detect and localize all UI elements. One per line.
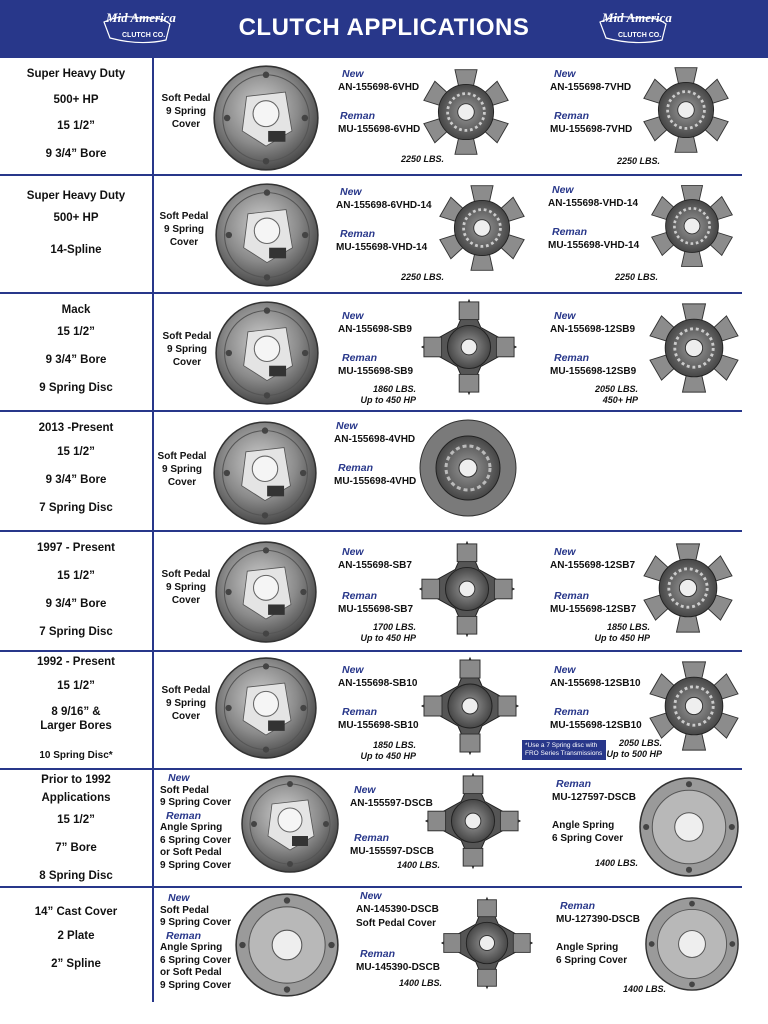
cover-line: 9 Spring (165, 698, 206, 709)
reman-label: Reman (560, 900, 596, 912)
cover-line: Soft Pedal (161, 569, 211, 580)
cover-line: 6 Spring Cover (556, 954, 628, 966)
cover-type: Soft Pedal Cover (356, 918, 437, 929)
application-line: 500+ HP (53, 94, 99, 106)
part-number-new: AN-155698-4VHD (334, 434, 416, 445)
cover-options (160, 892, 240, 992)
application-line: 14” Cast Cover (34, 906, 118, 918)
cover-line: or Soft Pedal (160, 967, 222, 978)
cover-line: Soft Pedal (161, 93, 211, 104)
part-number-reman: MU-155698-12SB7 (550, 604, 637, 615)
note-line: Up to 450 HP (360, 751, 416, 761)
spec-note (588, 622, 650, 644)
cover-line: Soft Pedal (160, 904, 209, 916)
part-number-new: AN-155698-12SB7 (550, 560, 636, 571)
note-line: 450+ HP (602, 395, 638, 405)
cover-line: 9 Spring Cover (160, 917, 232, 928)
cover-description (552, 820, 623, 845)
reman-label: Reman (554, 110, 590, 122)
note-line: 1400 LBS. (594, 858, 638, 868)
part-number-reman: MU-155698-VHD-14 (336, 242, 428, 253)
cover-options (160, 772, 240, 872)
reman-label: Reman (340, 228, 376, 240)
part-number-reman: MU-155698-4VHD (334, 476, 417, 487)
note-line: 1850 LBS. (606, 622, 650, 632)
application-line: 15 1/2” (57, 446, 95, 458)
clutch-disc-image (418, 418, 518, 518)
cover-line: 9 Spring (165, 582, 206, 593)
spec-note (356, 384, 416, 406)
new-label: New (554, 310, 576, 322)
cover-line: 9 Spring (161, 464, 202, 475)
new-label: New (342, 546, 364, 558)
note-line: 2250 LBS. (614, 272, 658, 282)
new-label: New (168, 892, 190, 904)
cover-line: Soft Pedal (157, 451, 207, 462)
cover-line: or Soft Pedal (160, 847, 222, 858)
spec-note (392, 978, 442, 989)
cover-line: Soft Pedal (160, 784, 209, 796)
note-line: 1860 LBS. (372, 384, 416, 394)
new-label: New (342, 68, 364, 80)
pressure-plate-image (214, 182, 320, 288)
clutch-disc-image (640, 540, 736, 636)
cover-description (156, 450, 208, 489)
part-number-new: AN-155698-SB7 (338, 560, 412, 571)
spec-note (594, 272, 658, 283)
part-number-reman: MU-155698-12SB9 (550, 366, 637, 377)
logo-right (596, 8, 670, 48)
logo-brand: Mid America (106, 10, 176, 25)
row-separator (0, 650, 742, 652)
angle-spring-cover-image (644, 896, 740, 992)
cover-line: Soft Pedal (162, 331, 212, 342)
cover-line: Cover (167, 477, 197, 488)
reman-label: Reman (342, 706, 378, 718)
spec-note (356, 740, 416, 762)
pressure-plate-image (212, 64, 320, 172)
application-line: 9 Spring Disc (39, 382, 113, 394)
note-line: Up to 500 HP (606, 749, 662, 759)
clutch-disc-image (420, 66, 512, 158)
reman-label: Reman (340, 110, 376, 122)
logo-sub: CLUTCH CO. (122, 32, 166, 39)
clutch-disc-image (420, 298, 518, 396)
cover-line: 9 Spring (166, 344, 207, 355)
spec-note (598, 156, 660, 167)
cover-line: Cover (172, 357, 202, 368)
part-number-new: AN-155698-VHD-14 (548, 198, 639, 209)
application-line: 2” Spline (51, 958, 101, 970)
application-line: 2013 -Present (38, 422, 114, 434)
pressure-plate-image (240, 774, 340, 874)
part-number-new: AN-155698-12SB10 (550, 678, 641, 689)
note-line: Up to 450 HP (360, 395, 416, 405)
reman-label: Reman (554, 590, 590, 602)
application-line: 9 3/4” Bore (45, 474, 107, 486)
part-number-reman: MU-155698-SB9 (338, 366, 414, 377)
pressure-plate-image (214, 300, 320, 406)
cover-line: 6 Spring Cover (160, 834, 232, 846)
part-number-new: AN-155698-SB9 (338, 324, 412, 335)
application-line: 9 3/4” Bore (45, 354, 107, 366)
footnote-line: FRO Series Transmissions (525, 750, 603, 757)
new-label: New (342, 310, 364, 322)
angle-spring-cover-image (638, 776, 740, 878)
page-title: CLUTCH APPLICATIONS (238, 14, 530, 41)
cover-line: 9 Spring (163, 224, 204, 235)
logo-brand: Mid America (602, 10, 672, 25)
cover-description (160, 568, 212, 607)
application-line: 15 1/2” (57, 814, 95, 826)
reman-label: Reman (552, 226, 588, 238)
application-line: 500+ HP (53, 212, 99, 224)
part-number-new: AN-155698-6VHD-14 (336, 200, 432, 211)
application-line: Larger Bores (40, 720, 112, 732)
application-line: Super Heavy Duty (26, 190, 126, 202)
application-line: 14-Spline (50, 244, 102, 256)
note-line: 2050 LBS. (618, 738, 662, 748)
part-number-new: AN-155698-12SB9 (550, 324, 636, 335)
new-label: New (554, 68, 576, 80)
cover-line: Cover (171, 595, 201, 606)
cover-line: Angle Spring (160, 942, 223, 953)
note-line: 1400 LBS. (396, 860, 440, 870)
reman-label: Reman (554, 706, 590, 718)
cover-description (556, 942, 627, 967)
part-number-reman: MU-127597-DSCB (552, 792, 636, 803)
new-label: New (168, 772, 190, 784)
clutch-disc-image (436, 182, 528, 274)
clutch-disc-image (646, 300, 742, 396)
application-line: Applications (41, 792, 111, 804)
cover-line: Angle Spring (160, 822, 223, 833)
part-number-new: AN-155597-DSCB (350, 798, 433, 809)
application-line: Prior to 1992 (41, 774, 111, 786)
page-header (0, 0, 768, 58)
application-line: 7 Spring Disc (39, 502, 113, 514)
application-line: 15 1/2” (57, 326, 95, 338)
cover-line: 6 Spring Cover (160, 954, 232, 966)
note-line: 2050 LBS. (594, 384, 638, 394)
part-number-reman: MU-155698-12SB10 (550, 720, 642, 731)
pressure-plate-image (214, 656, 318, 760)
part-number-reman: MU-127390-DSCB (556, 914, 640, 925)
cover-line: Soft Pedal (159, 211, 209, 222)
cover-description (156, 210, 212, 249)
part-number-reman: MU-155698-VHD-14 (548, 240, 640, 251)
footnote-line: *Use a 7 Spring disc with (525, 742, 598, 749)
new-label: New (552, 184, 574, 196)
part-number-new: AN-155698-6VHD (338, 82, 420, 93)
clutch-disc-image (640, 64, 732, 156)
cover-line: 9 Spring Cover (160, 797, 232, 808)
note-line: Up to 450 HP (594, 633, 650, 643)
note-line: 1400 LBS. (398, 978, 442, 988)
part-number-new: AN-155698-SB10 (338, 678, 418, 689)
spec-note (390, 860, 440, 871)
application-line: 15 1/2” (57, 120, 95, 132)
part-number-reman: MU-155597-DSCB (350, 846, 434, 857)
cover-description (160, 684, 212, 723)
spec-note (616, 984, 666, 995)
row-separator (0, 886, 742, 888)
reman-label: Reman (554, 352, 590, 364)
spec-note (588, 858, 638, 869)
application-line: 8 9/16” & (51, 706, 101, 718)
note-line: 2250 LBS. (616, 156, 660, 166)
reman-label: Reman (556, 778, 592, 790)
new-label: New (336, 420, 358, 432)
application-line: 15 1/2” (57, 680, 95, 692)
part-number-reman: MU-155698-SB7 (338, 604, 414, 615)
spec-note (356, 622, 416, 644)
reman-label: Reman (166, 809, 202, 822)
row-separator (0, 292, 742, 294)
reman-label: Reman (354, 832, 390, 844)
new-label: New (360, 890, 382, 902)
application-line: 2 Plate (57, 930, 95, 942)
reman-label: Reman (338, 462, 374, 474)
clutch-disc-image (440, 896, 534, 990)
note-line: 2250 LBS. (400, 154, 444, 164)
application-line: 10 Spring Disc* (39, 750, 113, 761)
note-line: Up to 450 HP (360, 633, 416, 643)
reman-label: Reman (342, 352, 378, 364)
row-separator (0, 174, 742, 176)
cover-description (160, 330, 214, 369)
application-line: 8 Spring Disc (39, 870, 113, 882)
new-label: New (340, 186, 362, 198)
new-label: New (342, 664, 364, 676)
cover-line: Angle Spring (552, 820, 615, 831)
application-line: 7 Spring Disc (39, 626, 113, 638)
cover-description (160, 92, 212, 131)
logo-sub: CLUTCH CO. (618, 32, 662, 39)
cover-line: Cover (169, 237, 199, 248)
note-line: 2250 LBS. (400, 272, 444, 282)
pressure-plate-image (214, 540, 318, 644)
row-separator (0, 530, 742, 532)
cover-line: 6 Spring Cover (552, 832, 624, 844)
part-number-reman: MU-155698-7VHD (550, 124, 633, 135)
row-separator (0, 410, 742, 412)
spec-note (380, 272, 444, 283)
application-line: 1992 - Present (37, 656, 115, 668)
new-label: New (554, 546, 576, 558)
part-number-reman: MU-155698-6VHD (338, 124, 421, 135)
new-label: New (554, 664, 576, 676)
cast-cover-image (234, 892, 340, 998)
clutch-disc-image (418, 540, 516, 638)
application-line: 7” Bore (55, 842, 97, 854)
application-line: Mack (61, 304, 91, 316)
cover-line: 9 Spring Cover (160, 859, 232, 871)
cover-line: 9 Spring (165, 106, 206, 117)
part-number-new: AN-145390-DSCB (356, 904, 439, 915)
spec-note (598, 738, 662, 760)
spec-note (382, 154, 444, 165)
cover-line: Cover (171, 119, 201, 130)
row-separator (0, 768, 742, 770)
reman-label: Reman (360, 948, 396, 960)
new-label: New (354, 784, 376, 796)
part-number-reman: MU-155698-SB10 (338, 720, 419, 731)
cover-line: 9 Spring Cover (160, 979, 232, 991)
clutch-disc-image (424, 772, 522, 870)
cover-line: Cover (171, 711, 201, 722)
cover-line: Angle Spring (556, 942, 619, 953)
application-line: 1997 - Present (37, 542, 115, 554)
application-line: 15 1/2” (57, 570, 95, 582)
part-number-reman: MU-145390-DSCB (356, 962, 440, 973)
reman-label: Reman (166, 929, 202, 942)
pressure-plate-image (212, 420, 318, 526)
note-line: 1400 LBS. (622, 984, 666, 994)
note-line: 1700 LBS. (372, 622, 416, 632)
application-line: Super Heavy Duty (26, 68, 126, 80)
footnote-box (522, 740, 606, 760)
reman-label: Reman (342, 590, 378, 602)
part-number-new: AN-155698-7VHD (550, 82, 632, 93)
spec-note (576, 384, 638, 406)
application-line: 9 3/4” Bore (45, 148, 107, 160)
clutch-disc-image (420, 656, 520, 756)
cover-line: Soft Pedal (161, 685, 211, 696)
note-line: 1850 LBS. (372, 740, 416, 750)
application-line: 9 3/4” Bore (45, 598, 107, 610)
clutch-disc-image (648, 182, 736, 270)
